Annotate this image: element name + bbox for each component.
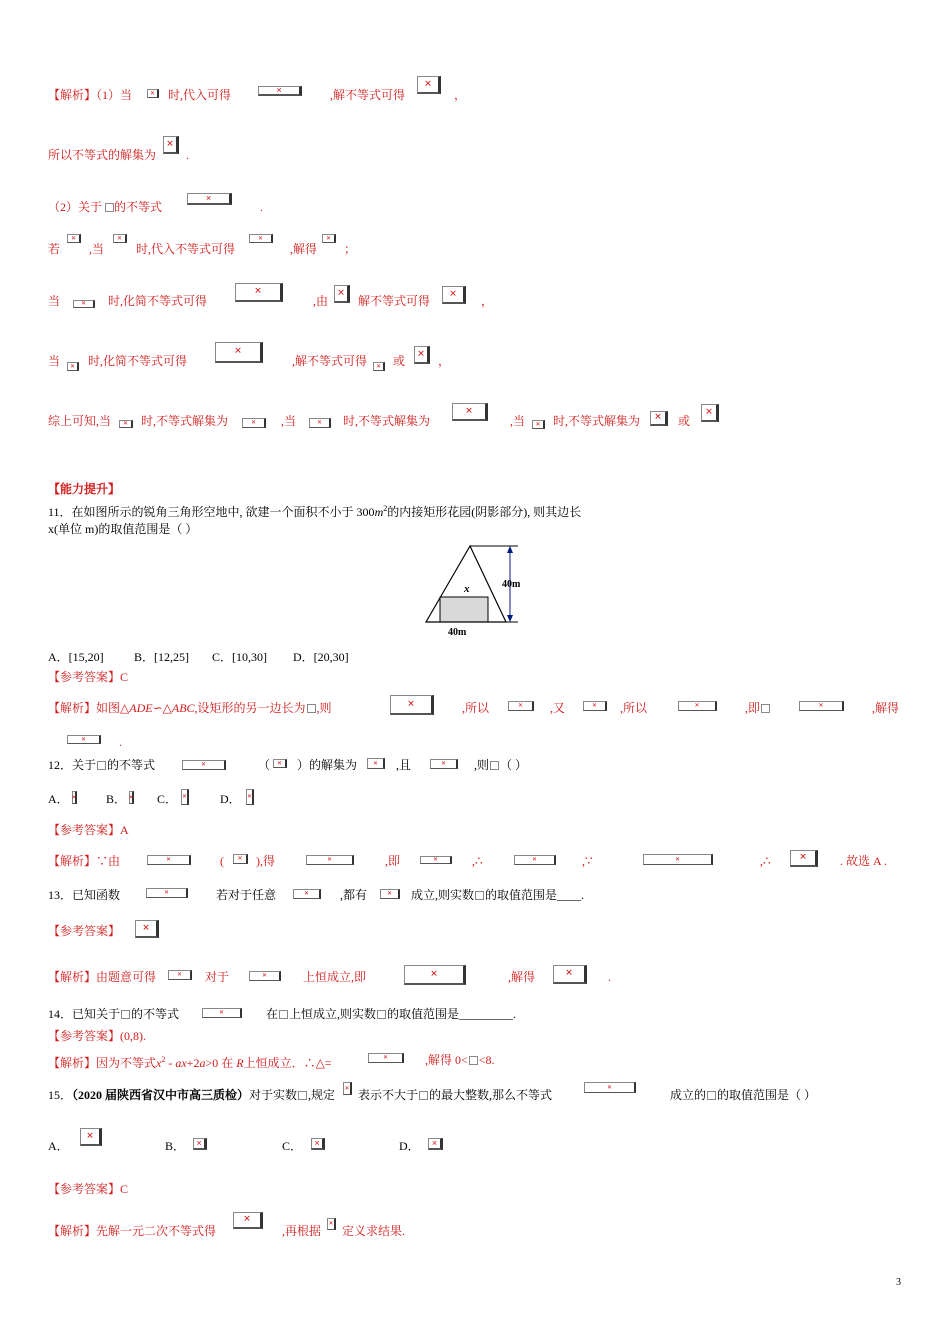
formula-image — [182, 760, 226, 770]
formula-image — [73, 300, 95, 308]
q12-stem: 12．关于 的不等式 — [48, 758, 156, 772]
q14-stem: 在 上恒成立,则实数 的取值范围是_________. — [266, 1007, 517, 1021]
formula-image — [343, 1082, 352, 1095]
q11-analysis-text: ,即 — [745, 701, 771, 715]
formula-image — [404, 965, 466, 985]
q12-analysis-text: ,∵ — [582, 854, 593, 868]
sec1-line5-text: 当 — [48, 294, 61, 308]
q15-analysis-end: 定义求结果. — [342, 1224, 406, 1238]
formula-image — [119, 420, 133, 428]
sec1-line4-text: ,解得 — [290, 242, 318, 256]
formula-image — [293, 889, 321, 899]
q12-option-a[interactable]: A． — [48, 792, 69, 806]
formula-image — [187, 193, 232, 205]
q12-analysis-text: ),得 — [256, 854, 275, 868]
q14-stem: 14．已知关于 的不等式 — [48, 1007, 180, 1021]
q13-answer: 【参考答案】 — [48, 924, 121, 938]
q11-triangle-figure — [420, 540, 530, 640]
formula-image — [193, 1138, 207, 1150]
formula-image — [417, 76, 441, 94]
sec1-line1-lead: 【解析】（1）当 — [48, 88, 133, 102]
q12-analysis-text: ,∴ — [472, 854, 483, 868]
formula-image — [233, 854, 248, 864]
q11-stem-line2: x(单位 m)的取值范围是（ ） — [48, 522, 198, 536]
formula-image — [583, 701, 607, 711]
formula-image — [147, 89, 159, 98]
formula-image — [508, 701, 534, 711]
sec1-line3-text: 的不等式 — [114, 200, 163, 214]
sec1-line5-text: 时,化简不等式可得 — [108, 294, 208, 308]
formula-image — [168, 970, 192, 980]
formula-image — [113, 234, 127, 243]
formula-image — [67, 735, 101, 744]
formula-image — [380, 889, 400, 899]
formula-image — [420, 856, 452, 864]
formula-image — [80, 1128, 102, 1146]
q11-analysis-text: ,解得 — [872, 701, 900, 715]
q12-analysis-end: . 故选 A . — [840, 854, 888, 868]
formula-image — [368, 1053, 404, 1063]
q13-stem: 成立,则实数 的取值范围是____. — [411, 888, 585, 902]
q13-stem: 若对于任意 — [216, 888, 277, 902]
sec1-line7-text: ,当 — [281, 414, 297, 428]
sec1-line1-text: 时,代入可得 — [168, 88, 232, 102]
formula-image — [643, 854, 713, 865]
sec1-line6-text: 当 — [48, 354, 61, 368]
formula-image — [650, 411, 668, 426]
q11-option-c[interactable]: C．[10,30] — [212, 650, 267, 664]
q13-stem: 13．已知函数 — [48, 888, 121, 902]
formula-image — [146, 888, 188, 898]
q13-stem: ,都有 — [340, 888, 368, 902]
sec1-line5-text: 解不等式可得 — [358, 294, 431, 308]
q15-answer: 【参考答案】C — [48, 1182, 129, 1196]
sec1-line7-text: 时,不等式解集为 — [343, 414, 431, 428]
q13-analysis-text: ,解得 — [508, 970, 536, 984]
formula-image — [249, 234, 273, 243]
formula-image — [532, 420, 545, 429]
q12-stem: （ — [258, 758, 271, 772]
inscribed-rectangle — [440, 597, 488, 622]
formula-image — [249, 971, 281, 981]
formula-image — [135, 920, 159, 938]
q14-analysis-text: 【解析】因为不等式$x^2 - ax+2a>0$ 在 R上恒成立．∴△= — [48, 1055, 332, 1070]
formula-image — [242, 418, 266, 428]
formula-image — [311, 1138, 325, 1150]
formula-image — [181, 789, 189, 805]
formula-image — [246, 789, 254, 805]
q13-analysis-end: . — [608, 970, 611, 984]
formula-image — [306, 855, 354, 865]
sec1-line7-text: 综上可知,当 — [48, 414, 112, 428]
q12-stem: ）的解集为 — [297, 758, 358, 772]
q13-analysis-text: 上恒成立,即 — [303, 970, 367, 984]
q11-answer: 【参考答案】C — [48, 670, 129, 684]
sec1-line4-text: ,当 — [89, 242, 105, 256]
q13-analysis-text: 对于 — [205, 970, 230, 984]
q11-option-d[interactable]: D．[20,30] — [293, 650, 349, 664]
q11-analysis-text: ,所以 — [620, 701, 648, 715]
sec1-line7-text: 或 — [678, 414, 691, 428]
formula-image — [215, 342, 263, 363]
formula-image — [322, 234, 336, 243]
q12-analysis-text: ( — [220, 854, 224, 868]
formula-image — [72, 791, 77, 804]
q12-analysis-text: ,∴ — [760, 854, 771, 868]
q15-analysis-text: ,再根据 — [282, 1224, 322, 1238]
formula-image — [163, 136, 179, 154]
formula-image — [309, 418, 331, 428]
q11-option-b[interactable]: B．[12,25] — [134, 650, 189, 664]
sec1-line7-text: 时,不等式解集为 — [141, 414, 229, 428]
formula-image — [678, 701, 717, 711]
formula-image — [147, 855, 191, 865]
section-heading: 【能力提升】 — [48, 482, 121, 496]
formula-image — [233, 1212, 263, 1229]
q12-option-c[interactable]: C． — [157, 792, 178, 806]
sec1-line2-end: . — [186, 148, 189, 162]
formula-image — [129, 791, 134, 804]
q14-analysis-end: ,解得 0< <8. — [425, 1053, 495, 1067]
formula-image — [790, 850, 818, 867]
q11-analysis-text: 【解析】如图△ADE∽△ABC,设矩形的另一边长为 ,则 — [48, 701, 332, 715]
formula-image — [799, 701, 844, 711]
q15-option-c[interactable]: C． — [282, 1139, 303, 1153]
sec1-line1-end: ， — [454, 88, 467, 102]
sec1-line1-text: ,解不等式可得 — [330, 88, 406, 102]
sec1-line4-text: 时,代入不等式可得 — [136, 242, 236, 256]
formula-image — [442, 286, 466, 304]
q11-analysis-end: . — [119, 735, 122, 749]
figure-label-x: x — [464, 583, 470, 595]
sec1-line5-end: ， — [481, 294, 494, 308]
formula-image — [334, 285, 350, 303]
q15-stem: 表示不大于 的最大整数,那么不等式 — [358, 1088, 553, 1102]
q11-stem-line1: 11．在如图所示的锐角三角形空地中, 欲建一个面积不小于 $300m^2$的内接矩形花园(阴影部分), 则其边长 — [48, 504, 582, 519]
formula-image — [428, 1138, 443, 1150]
sec1-line3-text: （2）关于 — [48, 200, 103, 214]
q15-option-d[interactable]: D． — [399, 1139, 420, 1153]
q12-analysis-text: ,即 — [385, 854, 401, 868]
figure-label-height: 40m — [502, 579, 521, 590]
sec1-line6-text: ,解不等式可得 — [292, 354, 368, 368]
q12-stem: ,且 — [396, 758, 412, 772]
formula-image — [414, 346, 430, 364]
formula-image — [452, 403, 488, 421]
formula-image — [67, 234, 81, 243]
q12-option-b[interactable]: B． — [106, 792, 127, 806]
formula-image — [701, 404, 719, 422]
q15-stem: 15．（2020 届陕西省汉中市高三质检）对于实数 ,规定 — [48, 1088, 336, 1102]
variable-placeholder — [105, 203, 114, 212]
sec1-line7-text: 时,不等式解集为 — [553, 414, 641, 428]
formula-image — [235, 283, 283, 302]
q15-option-a[interactable]: A． — [48, 1139, 69, 1153]
sec1-line4-end: ； — [344, 242, 357, 256]
q12-answer: 【参考答案】A — [48, 823, 129, 837]
q11-option-a[interactable]: A．[15,20] — [48, 650, 104, 664]
q13-analysis-text: 【解析】由题意可得 — [48, 970, 157, 984]
formula-image — [373, 362, 385, 371]
sec1-line6-end: ， — [438, 354, 451, 368]
figure-label-base: 40m — [448, 627, 467, 638]
sec1-line6-text: 时,化简不等式可得 — [88, 354, 188, 368]
sec1-line5-text: ,由 — [313, 294, 329, 308]
formula-image — [67, 362, 79, 371]
q11-analysis-text: ,又 — [550, 701, 566, 715]
sec1-line4-text: 若 — [48, 242, 61, 256]
formula-image — [327, 1218, 336, 1230]
formula-image — [584, 1082, 636, 1093]
q15-option-b[interactable]: B． — [165, 1139, 186, 1153]
q15-analysis-text: 【解析】先解一元二次不等式得 — [48, 1224, 217, 1238]
sec1-line7-text: ,当 — [510, 414, 526, 428]
page-number: 3 — [896, 1277, 901, 1288]
formula-image — [430, 759, 458, 769]
formula-image — [514, 855, 556, 865]
q12-option-d[interactable]: D． — [220, 792, 241, 806]
sec1-line3-end: . — [260, 200, 263, 214]
q12-analysis-text: 【解析】∵由 — [48, 854, 121, 868]
q15-stem: 成立的 的取值范围是（ ） — [670, 1088, 817, 1102]
q14-answer: 【参考答案】(0,8). — [48, 1029, 146, 1043]
formula-image — [367, 758, 385, 769]
q12-stem: ,则 （ ） — [474, 758, 528, 772]
formula-image — [390, 695, 434, 715]
formula-image — [202, 1008, 242, 1018]
q11-analysis-text: ,所以 — [462, 701, 490, 715]
formula-image — [273, 759, 287, 768]
sec1-line6-text: 或 — [393, 354, 406, 368]
formula-image — [258, 86, 302, 96]
formula-image — [553, 965, 587, 984]
sec1-line2-text: 所以不等式的解集为 — [48, 148, 157, 162]
